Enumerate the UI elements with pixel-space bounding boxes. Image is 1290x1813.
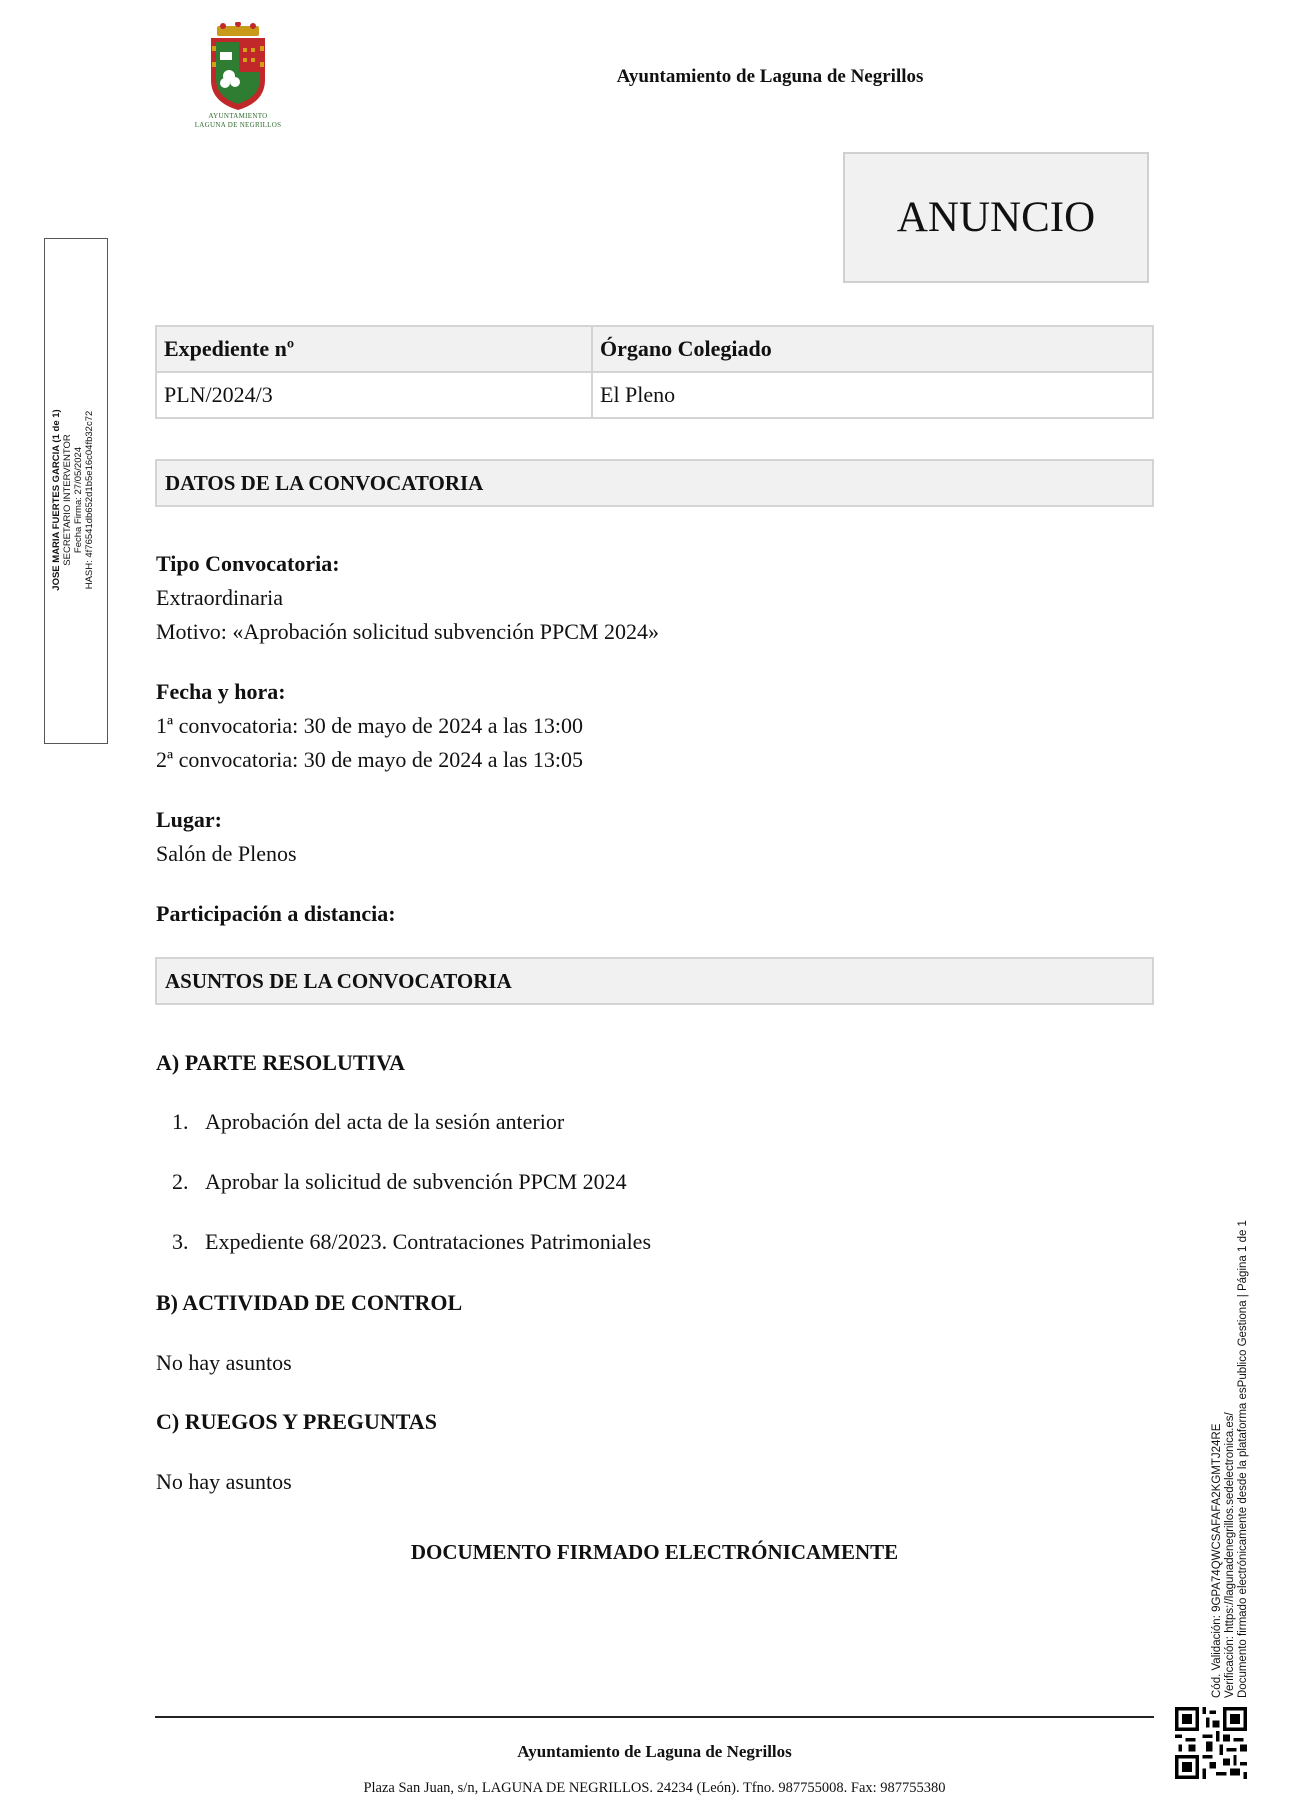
anuncio-label: ANUNCIO (896, 194, 1096, 241)
list-item-number: 3. (172, 1229, 189, 1254)
parte-b-title: B) ACTIVIDAD DE CONTROL (156, 1290, 463, 1315)
signature-hash: HASH: 4f76541db652d1b5e16c04fb32c72 (84, 410, 95, 590)
parte-c-text: No hay asuntos (156, 1469, 292, 1494)
anuncio-title-box (843, 152, 1149, 283)
signature-role: SECRETARIO INTERVENTOR (62, 434, 73, 566)
participacion-label: Participación a distancia: (156, 901, 396, 926)
qr-code-icon (1175, 1707, 1247, 1779)
validation-code: Cód. Validación: 9GPA74QWCSAFAFA2KGMTJ24RE (1211, 1423, 1223, 1698)
list-item: Aprobación del acta de la sesión anterior (205, 1109, 565, 1134)
expediente-value: PLN/2024/3 (156, 372, 592, 418)
footer-title: Ayuntamiento de Laguna de Negrillos (517, 1742, 792, 1761)
signature-date: Fecha Firma: 27/05/2024 (73, 446, 84, 554)
lugar-label: Lugar: (156, 807, 222, 832)
signature-signer: JOSE MARIA FUERTES GARCIA (1 de 1) (51, 409, 62, 591)
parte-a-title: A) PARTE RESOLUTIVA (156, 1050, 406, 1075)
signed-notice: DOCUMENTO FIRMADO ELECTRÓNICAMENTE (410, 1540, 899, 1564)
signature-stamp (51, 290, 101, 710)
expediente-header: Expediente nº (156, 326, 592, 372)
list-item: Expediente 68/2023. Contrataciones Patrimoniales (205, 1229, 652, 1254)
parte-c-title: C) RUEGOS Y PREGUNTAS (156, 1409, 437, 1434)
list-item: Aprobar la solicitud de subvención PPCM 2024 (205, 1169, 627, 1194)
organo-header: Órgano Colegiado (592, 326, 1153, 372)
datos-section-title: DATOS DE LA CONVOCATORIA (165, 470, 484, 495)
list-item-number: 1. (172, 1109, 189, 1134)
table-row (156, 372, 1153, 418)
platform-notice: Documento firmado electrónicamente desde la plataforma esPublico Gestiona | Página 1 de 1 (1237, 1220, 1249, 1698)
organo-value: El Pleno (592, 372, 1153, 418)
logo-caption-line1: AYUNTAMIENTO (208, 112, 268, 120)
tipo-label: Tipo Convocatoria: (156, 551, 340, 576)
verification-block (1211, 1158, 1253, 1698)
table-header-row (156, 326, 1153, 372)
asuntos-section-title: ASUNTOS DE LA CONVOCATORIA (165, 968, 512, 993)
tipo-value: Extraordinaria (156, 585, 284, 610)
logo-caption-line2: LAGUNA DE NEGRILLOS (194, 121, 282, 129)
header-title: Ayuntamiento de Laguna de Negrillos (616, 66, 924, 87)
lugar-value: Salón de Plenos (156, 841, 297, 866)
asuntos-section-header (155, 957, 1154, 1005)
motivo-text: Motivo: «Aprobación solicitud subvención PPCM 2024» (156, 619, 659, 644)
parte-b-text: No hay asuntos (156, 1350, 292, 1375)
expediente-table (155, 325, 1154, 419)
datos-section-header (155, 459, 1154, 507)
convocatoria-2: 2ª convocatoria: 30 de mayo de 2024 a las 13:05 (156, 747, 584, 772)
footer-address: Plaza San Juan, s/n, LAGUNA DE NEGRILLOS. 24234 (León). Tfno. 987755008. Fax: 987755380 (363, 1780, 946, 1796)
coat-of-arms-icon (183, 22, 293, 112)
verification-url: Verificación: https://lagunadenegrillos.sedelectronica.es/ (1224, 1412, 1236, 1698)
fecha-label: Fecha y hora: (156, 679, 286, 704)
footer-divider (155, 1716, 1154, 1718)
convocatoria-1: 1ª convocatoria: 30 de mayo de 2024 a las 13:00 (156, 713, 584, 738)
municipal-coat-of-arms-logo (183, 22, 293, 127)
list-item-number: 2. (172, 1169, 189, 1194)
